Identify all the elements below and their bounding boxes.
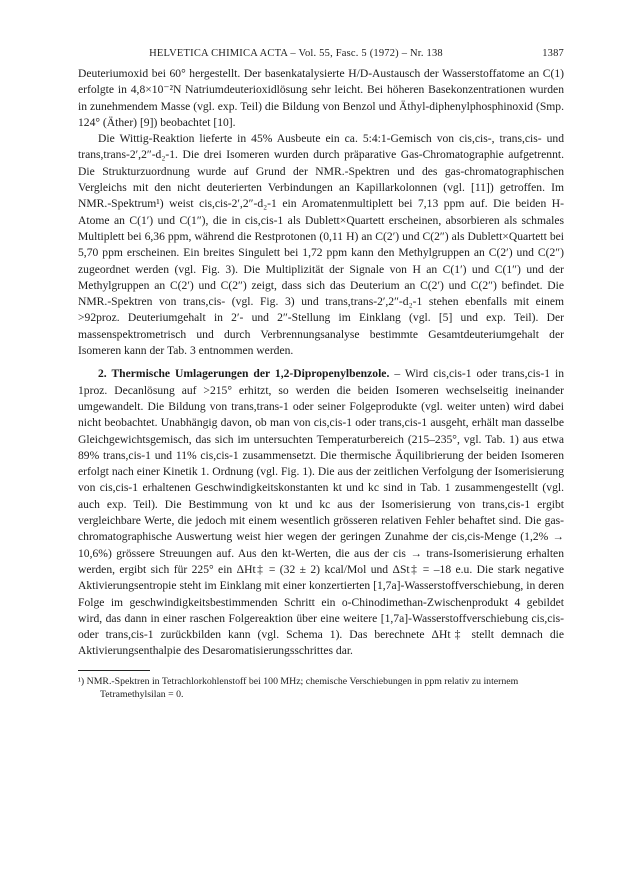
footnote: ¹) NMR.-Spektren in Tetrachlorkohlenstoff bei 100 MHz; chemische Verschiebungen in ppm relativ zu internem Tetramethylsilan = 0. [78,675,519,700]
journal-running-title: HELVETICA CHIMICA ACTA – Vol. 55, Fasc. 5 (1972) – Nr. 138 [149,48,443,59]
section-heading: 2. Thermische Umlagerungen der 1,2-Dipropenylbenzole. [98,367,390,381]
page-number: 1387 [542,48,564,59]
body-paragraph-3: – Wird cis,cis-1 oder trans,cis-1 in 1proz. Decanlösung auf >215° erhitzt, so werden die beiden Isomeren wechselseitig ineinander umgewandelt. Die Bildung von trans,trans-1 oder seiner Folgeprodukte (vgl. weiter unten) wird dabei nicht beobachtet. Unabhängig davon, ob man von cis,cis-1 oder trans,cis-1 ausgeht, erhält man dasselbe Gleichgewichtsgemisch, das sich im untersuchten Temperaturbereich (215–235°, vgl. Tab. 1) aus etwa 89% trans,cis-1 und 11% cis,cis-1 zusammensetzt. Die thermische Äquilibrierung der beiden Isomeren erfolgt nach einer Kinetik 1. Ordnung (vgl. Fig. 1). Die aus der zeitlichen Verfolgung der Isomerisierung von cis,cis-1 erhaltenen Geschwindigkeitskonstanten kt und kc sind in Tab. 1 zusammengestellt (vgl. auch exp. Teil). Die Bestimmung von kt und kc aus der Isomerisierung von trans,cis-1 ergibt vergleichbare Werte, die jedoch mit einem wesentlich grösseren relativen Fehler behaftet sind. Die gas-chromatographische Auswertung weist hier wegen der geringen Zunahme der cis,cis-Menge (1,2% → 10,6%) grössere Streuungen auf. Aus den kt-Werten, die aus der cis → trans-Isomerisierung erhalten werden, ergibt sich für 225° ein ΔHt‡ = (32 ± 2) kcal/Mol und ΔSt‡ = –18 e.u. Die stark negative Aktivierungsentropie steht im Einklang mit einer konzertierten [1,7a]-Wasserstoffverschiebung, in deren Folge im geschwindigkeitsbestimmenden Schritt ein o-Chinodimethan-Zwischenprodukt 4 gebildet wird, das dann in einer raschen Folgereaktion über eine weitere [1,7a]-Wasserstoffverschiebung cis,cis- oder trans,cis-1 zurückbilden kann (vgl. Schema 1). Das berechnete ΔHt‡ stellt demnach die Aktivierungsenthalpie des Desaromatisierungsschrittes dar. [78,367,564,658]
section-2-paragraph [78,366,564,659]
body-paragraph-2: Die Wittig-Reaktion lieferte in 45% Ausbeute ein ca. 5:4:1-Gemisch von cis,cis-, trans,cis- und trans,trans-2′,2″-d₂-1. Die drei Isomeren wurden durch präparative Gas-Chromatographie aufgetrennt. Die Strukturzuordnung wurde auf Grund der NMR.-Spektren und des gas-chromatographischen Vergleichs mit den nicht deuterierten Verbindungen an Kapillarkolonnen (vgl. [11]) getroffen. Im NMR.-Spektrum¹) weist cis,cis-2′,2″-d₂-1 ein Aromatenmultiplett bei 7,13 ppm auf. Die beiden H-Atome an C(1′) und C(1″), die in cis,cis-1 als Dublett×Quartett erscheinen, absorbieren als schmales Multiplett bei 6,36 ppm, während die Restprotonen (0,11 H) an C(2′) und C(2″) als Dublett×Quartett bei 5,70 ppm erscheinen. Ein breites Singulett bei 1,72 ppm kann den Methylgruppen an C(2′) und C(2″) zugeordnet werden (vgl. Fig. 3). Die Multiplizität der Signale von H an C(1′) und C(1″) und der Methylgruppen an C(2′) und C(2″) zeigt, dass sich das Deuterium an C(2′) und C(2″) befindet. Die NMR.-Spektren von trans,cis- (vgl. Fig. 3) und trans,trans-2′,2″-d₂-1 stehen ebenfalls mit einem >92proz. Deuteriumgehalt in 2′- und 2″-Stellung im Einklang (vgl. [5] und exp. Teil). Der massenspektrometrisch und durch Verbrennungsanalyse bestimmte Gesamtdeuteriumgehalt der Isomeren kann der Tab. 3 entnommen werden. [78,132,564,358]
body-paragraph-1: Deuteriumoxid bei 60° hergestellt. Der basenkatalysierte H/D-Austausch der Wasserstoffatome an C(1) erfolgte in 4,8×10⁻²N Natriumdeuterioxidlösung sehr leicht. Bei höheren Basekonzentrationen wurden in zunehmendem Masse (vgl. exp. Teil) die Bildung von Benzol und Äthyl-diphenylphosphinoxid (Smp. 124° (Äther) [9]) beobachtet [10]. [78,67,564,129]
section-gap [78,359,564,366]
footnote-separator [78,670,150,671]
running-header [78,48,564,66]
paper-page [78,48,564,701]
